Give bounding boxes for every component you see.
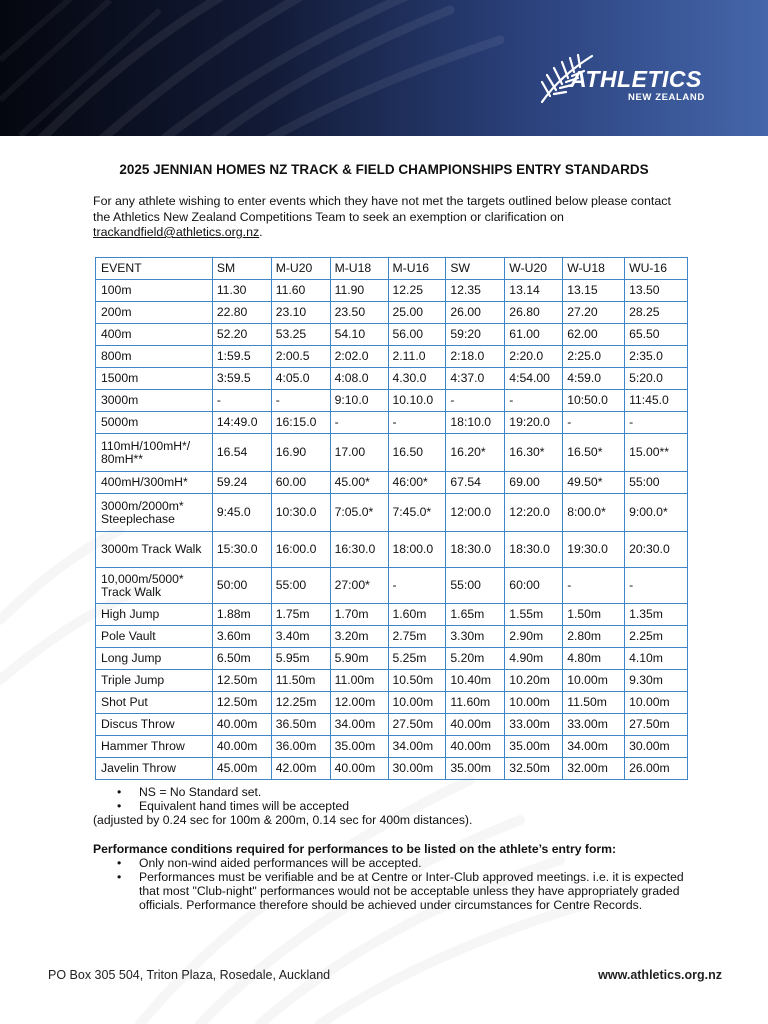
standard-cell: 11.00m — [330, 670, 388, 692]
standard-cell: 23.50 — [330, 302, 388, 324]
standard-cell: 17.00 — [330, 434, 388, 472]
standard-cell: 55:00 — [625, 472, 688, 494]
standard-cell: 12.00m — [330, 692, 388, 714]
table-row — [96, 494, 688, 532]
event-name-cell: 3000m Track Walk — [96, 532, 213, 568]
table-row — [96, 692, 688, 714]
standard-cell: 30.00m — [388, 758, 446, 780]
standard-cell: 4:59.0 — [563, 368, 625, 390]
standard-cell: 4.90m — [505, 648, 563, 670]
standard-cell: 13.50 — [625, 280, 688, 302]
standard-cell: 32.00m — [563, 758, 625, 780]
standard-cell: 26.00m — [625, 758, 688, 780]
standard-cell: 1.35m — [625, 604, 688, 626]
conditions-heading: Performance conditions required for performances to be listed on the athlete’s entry form: — [93, 841, 617, 856]
standard-cell: 65.50 — [625, 324, 688, 346]
standard-cell: 28.25 — [625, 302, 688, 324]
athletics-nz-logo[interactable] — [536, 56, 716, 106]
column-header: EVENT — [96, 258, 213, 280]
event-name-cell: 400mH/300mH* — [96, 472, 213, 494]
standard-cell: 12.35 — [446, 280, 505, 302]
standard-cell: 55:00 — [446, 568, 505, 604]
page-title: 2025 JENNIAN HOMES NZ TRACK & FIELD CHAMPIONSHIPS ENTRY STANDARDS — [119, 162, 649, 177]
standard-cell: 10:30.0 — [271, 494, 330, 532]
standard-cell: 1.70m — [330, 604, 388, 626]
standard-cell: 26.80 — [505, 302, 563, 324]
standard-cell: 61.00 — [505, 324, 563, 346]
footer-website-link[interactable]: www.athletics.org.nz — [598, 968, 722, 982]
table-row — [96, 324, 688, 346]
standard-cell: 59:20 — [446, 324, 505, 346]
standard-cell: 7:05.0* — [330, 494, 388, 532]
table-row — [96, 568, 688, 604]
standard-cell: 12:00.0 — [446, 494, 505, 532]
condition-item: • Performances must be verifiable and be at Centre or Inter-Club approved meetings. i.e. it is expected that most "Club-night" performances would not be acceptable unless they have appropriately graded officials. Performance therefore should be achieved under circumstances for Centre Records. — [93, 870, 693, 913]
column-header: SM — [212, 258, 271, 280]
standard-cell: - — [271, 390, 330, 412]
standard-cell: 12.50m — [212, 670, 271, 692]
standard-cell: 40.00m — [212, 714, 271, 736]
table-row — [96, 368, 688, 390]
table-row — [96, 412, 688, 434]
hand-time-adjustment: (adjusted by 0.24 sec for 100m & 200m, 0.14 sec for 400m distances). — [93, 813, 473, 828]
standard-cell: 16.54 — [212, 434, 271, 472]
standard-cell: 40.00m — [212, 736, 271, 758]
column-header: M-U18 — [330, 258, 388, 280]
standard-cell: 45.00m — [212, 758, 271, 780]
standard-cell: 12:20.0 — [505, 494, 563, 532]
standard-cell: 3.20m — [330, 626, 388, 648]
entry-standards-table — [95, 257, 688, 780]
standard-cell: 10.20m — [505, 670, 563, 692]
standard-cell: - — [505, 390, 563, 412]
standard-cell: 6.50m — [212, 648, 271, 670]
standard-cell: - — [388, 568, 446, 604]
logo-subtext: NEW ZEALAND — [628, 92, 705, 103]
standard-cell: - — [625, 568, 688, 604]
standard-cell: 54.10 — [330, 324, 388, 346]
standard-cell: 10.50m — [388, 670, 446, 692]
event-name-cell: Triple Jump — [96, 670, 213, 692]
standard-cell: 5.25m — [388, 648, 446, 670]
standard-cell: 5.90m — [330, 648, 388, 670]
event-name-cell: 400m — [96, 324, 213, 346]
standard-cell: 4:37.0 — [446, 368, 505, 390]
standard-cell: 10.00m — [625, 692, 688, 714]
standard-cell: - — [330, 412, 388, 434]
standard-cell: 5:20.0 — [625, 368, 688, 390]
standard-cell: 10:50.0 — [563, 390, 625, 412]
standard-cell: 1.65m — [446, 604, 505, 626]
standard-cell: 1.50m — [563, 604, 625, 626]
standard-cell: 2.80m — [563, 626, 625, 648]
standard-cell: 2.25m — [625, 626, 688, 648]
standard-cell: 11.60 — [271, 280, 330, 302]
standard-cell: - — [446, 390, 505, 412]
standard-cell: 3:59.5 — [212, 368, 271, 390]
standard-cell: 40.00m — [446, 736, 505, 758]
standard-cell: 25.00 — [388, 302, 446, 324]
standard-cell: 11.60m — [446, 692, 505, 714]
standard-cell: 13.14 — [505, 280, 563, 302]
standard-cell: 20:30.0 — [625, 532, 688, 568]
standard-cell: 12.25m — [271, 692, 330, 714]
standard-cell: 19:30.0 — [563, 532, 625, 568]
event-name-cell: Javelin Throw — [96, 758, 213, 780]
standard-cell: 9:45.0 — [212, 494, 271, 532]
note-item: • NS = No Standard set. — [93, 785, 693, 799]
standard-cell: 27.50m — [388, 714, 446, 736]
standard-cell: 2:18.0 — [446, 346, 505, 368]
standard-cell: - — [212, 390, 271, 412]
footer-address: PO Box 305 504, Triton Plaza, Rosedale, Auckland — [48, 968, 331, 982]
standard-cell: 56.00 — [388, 324, 446, 346]
standard-cell: 36.50m — [271, 714, 330, 736]
standard-cell: 40.00m — [330, 758, 388, 780]
logo-text: ATHLETICS — [570, 66, 702, 92]
standard-cell: 60:00 — [505, 568, 563, 604]
standard-cell: 9.30m — [625, 670, 688, 692]
standard-cell: 3.60m — [212, 626, 271, 648]
event-name-cell: Hammer Throw — [96, 736, 213, 758]
standard-cell: 34.00m — [563, 736, 625, 758]
event-name-cell: Pole Vault — [96, 626, 213, 648]
column-header: M-U20 — [271, 258, 330, 280]
standard-cell: 40.00m — [446, 714, 505, 736]
event-name-cell: 200m — [96, 302, 213, 324]
standard-cell: 16.50* — [563, 434, 625, 472]
standard-cell: 32.50m — [505, 758, 563, 780]
standard-cell: 11.50m — [563, 692, 625, 714]
standard-cell: 49.50* — [563, 472, 625, 494]
event-name-cell: 10,000m/5000* Track Walk — [96, 568, 213, 604]
standard-cell: 35.00m — [505, 736, 563, 758]
standard-cell: 10.00m — [563, 670, 625, 692]
standard-cell: 16.90 — [271, 434, 330, 472]
standard-cell: 34.00m — [330, 714, 388, 736]
standard-cell: 5.95m — [271, 648, 330, 670]
standard-cell: 1.60m — [388, 604, 446, 626]
standard-cell: 10.10.0 — [388, 390, 446, 412]
standard-cell: 46:00* — [388, 472, 446, 494]
intro-paragraph — [93, 194, 673, 241]
table-row — [96, 280, 688, 302]
standard-cell: 12.50m — [212, 692, 271, 714]
standard-cell: 13.15 — [563, 280, 625, 302]
standard-cell: 69.00 — [505, 472, 563, 494]
table-header-row — [96, 258, 688, 280]
standard-cell: 16.20* — [446, 434, 505, 472]
table-row — [96, 346, 688, 368]
standard-cell: 26.00 — [446, 302, 505, 324]
standard-cell: 1.88m — [212, 604, 271, 626]
standard-cell: 2.90m — [505, 626, 563, 648]
column-header: W-U20 — [505, 258, 563, 280]
event-name-cell: High Jump — [96, 604, 213, 626]
standard-cell: 19:20.0 — [505, 412, 563, 434]
standard-cell: 10.40m — [446, 670, 505, 692]
standard-cell: 2.11.0 — [388, 346, 446, 368]
standard-cell: 9:10.0 — [330, 390, 388, 412]
event-name-cell: 800m — [96, 346, 213, 368]
event-name-cell: Long Jump — [96, 648, 213, 670]
standard-cell: 55:00 — [271, 568, 330, 604]
standard-cell: 2:25.0 — [563, 346, 625, 368]
notes-section — [93, 785, 693, 913]
standard-cell: 3.30m — [446, 626, 505, 648]
standard-cell: 1:59.5 — [212, 346, 271, 368]
condition-item: • Only non-wind aided performances will be accepted. — [93, 856, 693, 870]
standard-cell: 11:45.0 — [625, 390, 688, 412]
standard-cell: 27:00* — [330, 568, 388, 604]
standard-cell: 18:10.0 — [446, 412, 505, 434]
intro-text: For any athlete wishing to enter events which they have not met the targets outlined below please contact the Athletics New Zealand Competitions Team to seek an exemption or clarification on — [93, 194, 671, 224]
table-row — [96, 758, 688, 780]
table-row — [96, 604, 688, 626]
column-header: WU-16 — [625, 258, 688, 280]
standard-cell: 42.00m — [271, 758, 330, 780]
standard-cell: 4.30.0 — [388, 368, 446, 390]
standard-cell: 52.20 — [212, 324, 271, 346]
standard-cell: 12.25 — [388, 280, 446, 302]
standard-cell: - — [388, 412, 446, 434]
standard-cell: 15.00** — [625, 434, 688, 472]
standard-cell: 2:20.0 — [505, 346, 563, 368]
standard-cell: 62.00 — [563, 324, 625, 346]
standard-cell: 16.30* — [505, 434, 563, 472]
standard-cell: 34.00m — [388, 736, 446, 758]
standard-cell: 18:30.0 — [505, 532, 563, 568]
standard-cell: 27.50m — [625, 714, 688, 736]
standard-cell: 16.50 — [388, 434, 446, 472]
event-name-cell: 3000m/2000m* Steeplechase — [96, 494, 213, 532]
standard-cell: - — [563, 568, 625, 604]
column-header: SW — [446, 258, 505, 280]
standard-cell: 5.20m — [446, 648, 505, 670]
standard-cell: 7:45.0* — [388, 494, 446, 532]
standard-cell: 36.00m — [271, 736, 330, 758]
standard-cell: 45.00* — [330, 472, 388, 494]
table-row — [96, 302, 688, 324]
standard-cell: 18:00.0 — [388, 532, 446, 568]
standard-cell: 35.00m — [330, 736, 388, 758]
table-row — [96, 532, 688, 568]
event-name-cell: Shot Put — [96, 692, 213, 714]
standard-cell: 22.80 — [212, 302, 271, 324]
event-name-cell: 110mH/100mH*/ 80mH** — [96, 434, 213, 472]
standard-cell: 1.75m — [271, 604, 330, 626]
standard-cell: 16:00.0 — [271, 532, 330, 568]
table-row — [96, 714, 688, 736]
standard-cell: 10.00m — [388, 692, 446, 714]
standard-cell: 4:54.00 — [505, 368, 563, 390]
event-name-cell: 3000m — [96, 390, 213, 412]
column-header: W-U18 — [563, 258, 625, 280]
standard-cell: 2:00.5 — [271, 346, 330, 368]
event-name-cell: 100m — [96, 280, 213, 302]
standard-cell: 15:30.0 — [212, 532, 271, 568]
standard-cell: 2.75m — [388, 626, 446, 648]
standard-cell: 9:00.0* — [625, 494, 688, 532]
standard-cell: 59.24 — [212, 472, 271, 494]
event-name-cell: 1500m — [96, 368, 213, 390]
standard-cell: 50:00 — [212, 568, 271, 604]
page-header — [0, 0, 768, 136]
standard-cell: 4:08.0 — [330, 368, 388, 390]
table-row — [96, 390, 688, 412]
standard-cell: 4:05.0 — [271, 368, 330, 390]
standard-cell: 3.40m — [271, 626, 330, 648]
standard-cell: 30.00m — [625, 736, 688, 758]
standard-cell: 23.10 — [271, 302, 330, 324]
table-row — [96, 626, 688, 648]
table-row — [96, 736, 688, 758]
standard-cell: 10.00m — [505, 692, 563, 714]
standard-cell: 14:49.0 — [212, 412, 271, 434]
table-row — [96, 472, 688, 494]
standard-cell: 60.00 — [271, 472, 330, 494]
standard-cell: 1.55m — [505, 604, 563, 626]
standard-cell: 2:35.0 — [625, 346, 688, 368]
standard-cell: 8:00.0* — [563, 494, 625, 532]
note-item: • Equivalent hand times will be accepted — [93, 799, 693, 813]
table-row — [96, 670, 688, 692]
standard-cell: 11.90 — [330, 280, 388, 302]
standard-cell: 35.00m — [446, 758, 505, 780]
intro-trailing: . — [259, 225, 263, 239]
standard-cell: 33.00m — [563, 714, 625, 736]
standard-cell: 67.54 — [446, 472, 505, 494]
standard-cell: 4.80m — [563, 648, 625, 670]
standard-cell: - — [625, 412, 688, 434]
standard-cell: - — [563, 412, 625, 434]
standard-cell: 16:30.0 — [330, 532, 388, 568]
event-name-cell: Discus Throw — [96, 714, 213, 736]
standard-cell: 16:15.0 — [271, 412, 330, 434]
standard-cell: 11.50m — [271, 670, 330, 692]
standard-cell: 27.20 — [563, 302, 625, 324]
standard-cell: 18:30.0 — [446, 532, 505, 568]
standard-cell: 11.30 — [212, 280, 271, 302]
table-row — [96, 434, 688, 472]
standard-cell: 33.00m — [505, 714, 563, 736]
email-link[interactable]: trackandfield@athletics.org.nz — [93, 225, 260, 239]
table-row — [96, 648, 688, 670]
standard-cell: 4.10m — [625, 648, 688, 670]
standard-cell: 2:02.0 — [330, 346, 388, 368]
standard-cell: 53.25 — [271, 324, 330, 346]
column-header: M-U16 — [388, 258, 446, 280]
event-name-cell: 5000m — [96, 412, 213, 434]
